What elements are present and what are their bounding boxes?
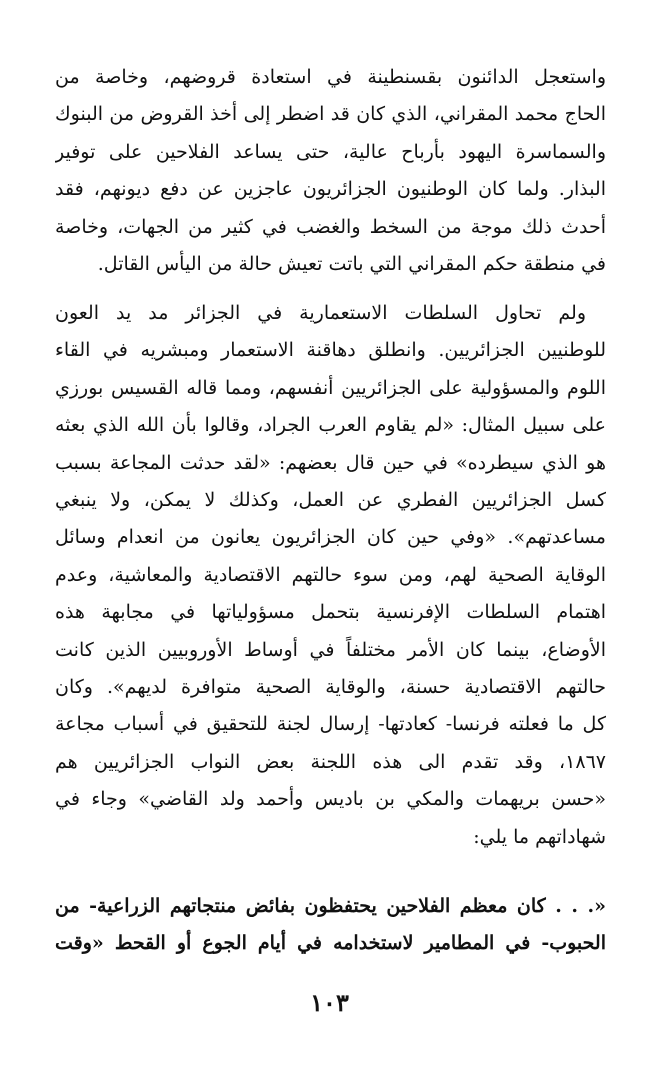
- text-line: واستعجل الدائنون بقسنطينة في استعادة قروضهم، وخاصة من: [55, 66, 606, 88]
- page-number: ١٠٣: [310, 988, 349, 1017]
- text-line: على سبيل المثال: «لم يقاوم العرب الجراد، وقالوا بأن الله الذي بعثه: [55, 414, 606, 437]
- text-line: ولم تحاول السلطات الاستعمارية في الجزائر مد يد العون: [55, 302, 586, 324]
- text-line: «حسن بريهمات والمكي بن باديس وأحمد ولد القاضي» وجاء في: [55, 788, 606, 811]
- text-line: والسماسرة اليهود بأرباح عالية، حتى يساعد الفلاحين على توفير: [55, 140, 606, 163]
- text-line: البذار. ولما كان الوطنيون الجزائريون عاجزين عن دفع ديونهم، فقد: [55, 178, 606, 201]
- text-line: أحدث ذلك موجة من السخط والغضب في كثير من الجهات، وخاصة: [55, 215, 606, 238]
- text-line: حالتهم الاقتصادية حسنة، والوقاية الصحية متوافرة لديهم». وكان: [55, 676, 606, 699]
- text-line: كل ما فعلته فرنسا- كعادتها- إرسال لجنة للتحقيق في أسباب مجاعة: [55, 713, 606, 736]
- text-line: اهتمام السلطات الإفرنسية بتحمل مسؤولياتها في مجابهة هذه: [55, 601, 606, 624]
- text-line: كسل الجزائريين الفطري عن العمل، وكذلك لا يمكن، ولا ينبغي: [55, 489, 606, 512]
- text-line: الحبوب- في المطامير لاستخدامه في أيام الجوع أو القحط «وقت: [55, 932, 606, 955]
- text-line: للوطنيين الجزائريين. وانطلق دهاقنة الاستعمار ومبشريه في القاء: [55, 339, 606, 362]
- text-line: اللوم والمسؤولية على الجزائريين أنفسهم، ومما قاله القسيس بورزي: [55, 376, 606, 399]
- text-line: الحاج محمد المقراني، الذي كان قد اضطر إلى أخذ القروض من البنوك: [55, 103, 606, 126]
- text-line: هو الذي سيطرده» في حين قال بعضهم: «لقد حدثت المجاعة بسبب: [55, 451, 606, 474]
- paragraph-1: [55, 59, 606, 283]
- paragraph-3-quote: [55, 888, 606, 963]
- text-line: ١٨٦٧، وقد تقدم الى هذه اللجنة بعض النواب الجزائريين هم: [55, 750, 606, 773]
- text-line: مساعدتهم». «وفي حين كان الجزائريون يعانون من انعدام وسائل: [55, 526, 606, 549]
- text-line: الأوضاع، بينما كان الأمر مختلفاً في أوساط الأوروبيين الذين كانت: [55, 638, 606, 661]
- text-line: «. . . كان معظم الفلاحين يحتفظون بفائض منتجاتهم الزراعية- من: [55, 895, 606, 917]
- paragraph-2: [55, 295, 606, 856]
- text-line: شهاداتهم ما يلي:: [473, 825, 606, 848]
- text-line: في منطقة حكم المقراني التي باتت تعيش حالة من اليأس القاتل.: [97, 253, 606, 276]
- text-line: الوقاية الصحية لهم، ومن سوء حالتهم الاقتصادية والمعاشية، وعدم: [55, 563, 606, 586]
